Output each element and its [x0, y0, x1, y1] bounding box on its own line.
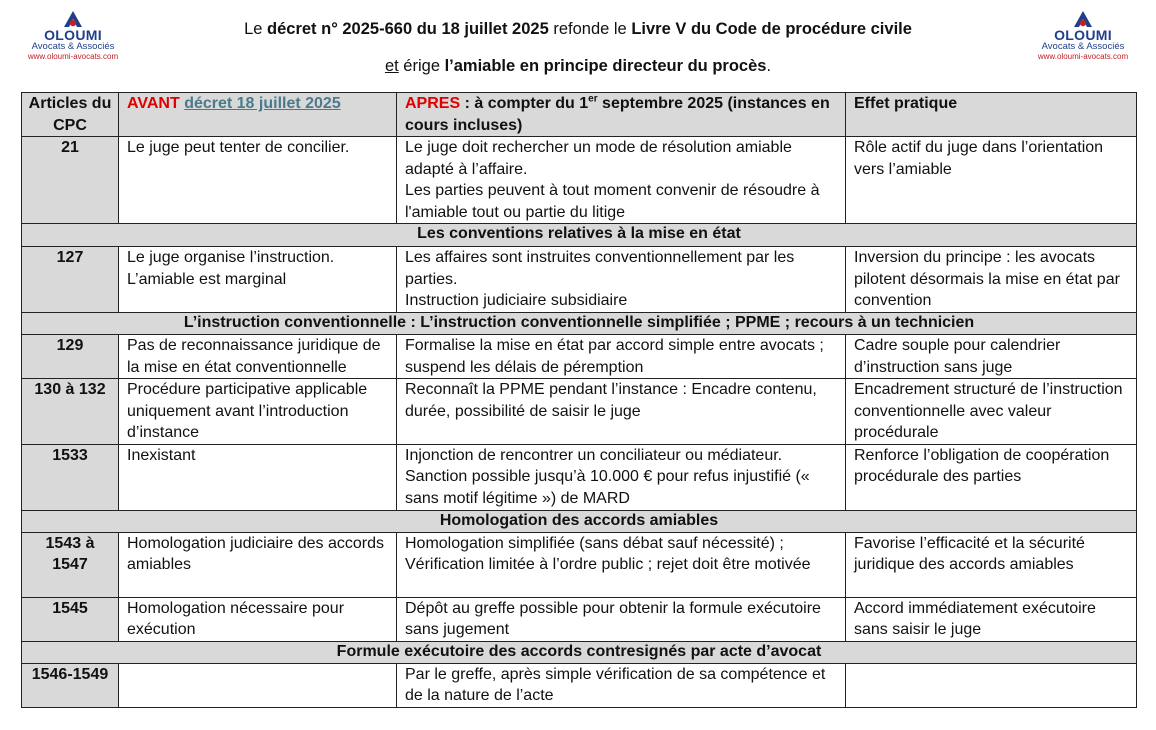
- table-row: [22, 335, 1137, 379]
- cell-avant: [119, 663, 397, 707]
- cell-apres-line: Instruction judiciaire subsidiaire: [405, 292, 628, 309]
- cell-avant-line: L’amiable est marginal: [127, 270, 287, 288]
- title-text: Le: [244, 20, 268, 38]
- table-row: [22, 379, 1137, 445]
- cell-apres: Homologation simplifiée (sans débat sauf nécessité) ; Vérification limitée à l’ordre public ; rejet doit être motivée: [397, 532, 846, 597]
- header-apres: [397, 93, 846, 137]
- title-code: Livre V du Code de procédure civile: [631, 20, 912, 38]
- cell-apres-line: Le juge doit rechercher un mode de résolution amiable adapté à l’affaire.: [405, 139, 792, 178]
- header-apres-label: APRES: [405, 95, 461, 112]
- cell-avant: Homologation nécessaire pour exécution: [119, 597, 397, 641]
- cell-effet: Encadrement structuré de l’instruction conventionnelle avec valeur procédurale: [846, 379, 1137, 445]
- cell-avant: Le juge peut tenter de concilier.: [119, 137, 397, 224]
- cell-avant-line: Le juge organise l’instruction.: [127, 249, 335, 266]
- title-text: .: [766, 57, 772, 75]
- cell-apres: Formalise la mise en état par accord simple entre avocats ; suspend les délais de péremption: [397, 335, 846, 379]
- header-apres-text: : à compter du 1: [460, 95, 589, 112]
- cell-avant: Pas de reconnaissance juridique de la mise en état conventionnelle: [119, 335, 397, 379]
- header-avant: [119, 93, 397, 137]
- cell-effet: Renforce l’obligation de coopération procédurale des parties: [846, 444, 1137, 510]
- section-title: Homologation des accords amiables: [22, 510, 1137, 532]
- header-effet: Effet pratique: [846, 93, 1137, 137]
- table-row: [22, 532, 1137, 597]
- cell-effet: Cadre souple pour calendrier d’instruction sans juge: [846, 335, 1137, 379]
- cell-apres-line: Injonction de rencontrer un conciliateur ou médiateur.: [405, 446, 783, 464]
- table-row: [22, 137, 1137, 224]
- logo-url: www.oloumi-avocats.com: [1037, 52, 1129, 61]
- cell-apres-line: Sanction possible jusqu’à 10.000 € pour refus injustifié (« sans motif légitime ») de MARD: [405, 468, 810, 507]
- cell-apres-line: Les parties peuvent à tout moment convenir de résoudre à l'amiable tout ou partie du litige: [405, 182, 820, 221]
- title-et: et: [384, 57, 399, 75]
- section-row: [22, 313, 1137, 335]
- cell-apres: [397, 137, 846, 224]
- cell-article: 129: [22, 335, 119, 379]
- table-row: [22, 444, 1137, 510]
- title-decree: décret n° 2025-660 du 18 juillet 2025: [267, 20, 549, 38]
- cell-effet: Inversion du principe : les avocats pilotent désormais la mise en état par convention: [846, 247, 1137, 313]
- cell-article: 21: [22, 137, 119, 224]
- cell-avant: Procédure participative applicable uniquement avant l’introduction d’instance: [119, 379, 397, 445]
- table-header-row: [22, 93, 1137, 137]
- table-row: [22, 247, 1137, 313]
- cell-avant: [119, 247, 397, 313]
- logo-subtitle: Avocats & Associés: [1041, 41, 1125, 52]
- section-row: [22, 510, 1137, 532]
- header-apres-sup: er: [588, 93, 598, 105]
- cell-article: 1546-1549: [22, 663, 119, 707]
- comparison-table: [21, 92, 1137, 708]
- section-row: [22, 224, 1137, 247]
- cell-avant: Inexistant: [119, 444, 397, 510]
- cell-apres: [397, 444, 846, 510]
- cell-effet: Accord immédiatement exécutoire sans saisir le juge: [846, 597, 1137, 641]
- cell-article: 1545: [22, 597, 119, 641]
- cell-article: 1533: [22, 444, 119, 510]
- table-row: [22, 597, 1137, 641]
- page-title-line2: [0, 57, 1156, 76]
- page-title-line1: [0, 20, 1156, 39]
- logo-brand: OLOUMI: [1054, 27, 1112, 43]
- header-articles: Articles du CPC: [22, 93, 119, 137]
- cell-article: 130 à 132: [22, 379, 119, 445]
- cell-apres-line: Les affaires sont instruites conventionnellement par les parties.: [405, 249, 795, 288]
- title-text: érige: [398, 57, 445, 75]
- cell-effet: Rôle actif du juge dans l’orientation vers l’amiable: [846, 137, 1137, 224]
- header-apres-text: septembre 2025 (instances en cours incluses): [405, 95, 830, 134]
- title-principle: l’amiable en principe directeur du procès: [444, 57, 767, 75]
- cell-article: 1543 à 1547: [22, 532, 119, 597]
- logo-subtitle: Avocats & Associés: [31, 41, 115, 52]
- cell-apres: Dépôt au greffe possible pour obtenir la formule exécutoire sans jugement: [397, 597, 846, 641]
- header-avant-label: AVANT: [127, 95, 180, 112]
- header-avant-link[interactable]: décret 18 juillet 2025: [184, 95, 341, 112]
- section-row: [22, 641, 1137, 663]
- cell-apres: Reconnaît la PPME pendant l’instance : Encadre contenu, durée, possibilité de saisir le juge: [397, 379, 846, 445]
- cell-avant: Homologation judiciaire des accords amiables: [119, 532, 397, 597]
- cell-apres: [397, 247, 846, 313]
- section-title: L’instruction conventionnelle : L’instruction conventionnelle simplifiée ; PPME ; recours à un technicien: [22, 313, 1137, 335]
- cell-article: 127: [22, 247, 119, 313]
- title-text: refonde le: [548, 20, 632, 38]
- logo-brand: OLOUMI: [44, 27, 102, 43]
- cell-effet: [846, 663, 1137, 707]
- cell-apres: Par le greffe, après simple vérification de sa compétence et de la nature de l’acte: [397, 663, 846, 707]
- table-row: [22, 663, 1137, 707]
- logo-url: www.oloumi-avocats.com: [27, 52, 119, 61]
- section-title: Les conventions relatives à la mise en état: [22, 224, 1137, 247]
- section-title: Formule exécutoire des accords contresignés par acte d’avocat: [22, 641, 1137, 663]
- cell-effet: Favorise l’efficacité et la sécurité juridique des accords amiables: [846, 532, 1137, 597]
